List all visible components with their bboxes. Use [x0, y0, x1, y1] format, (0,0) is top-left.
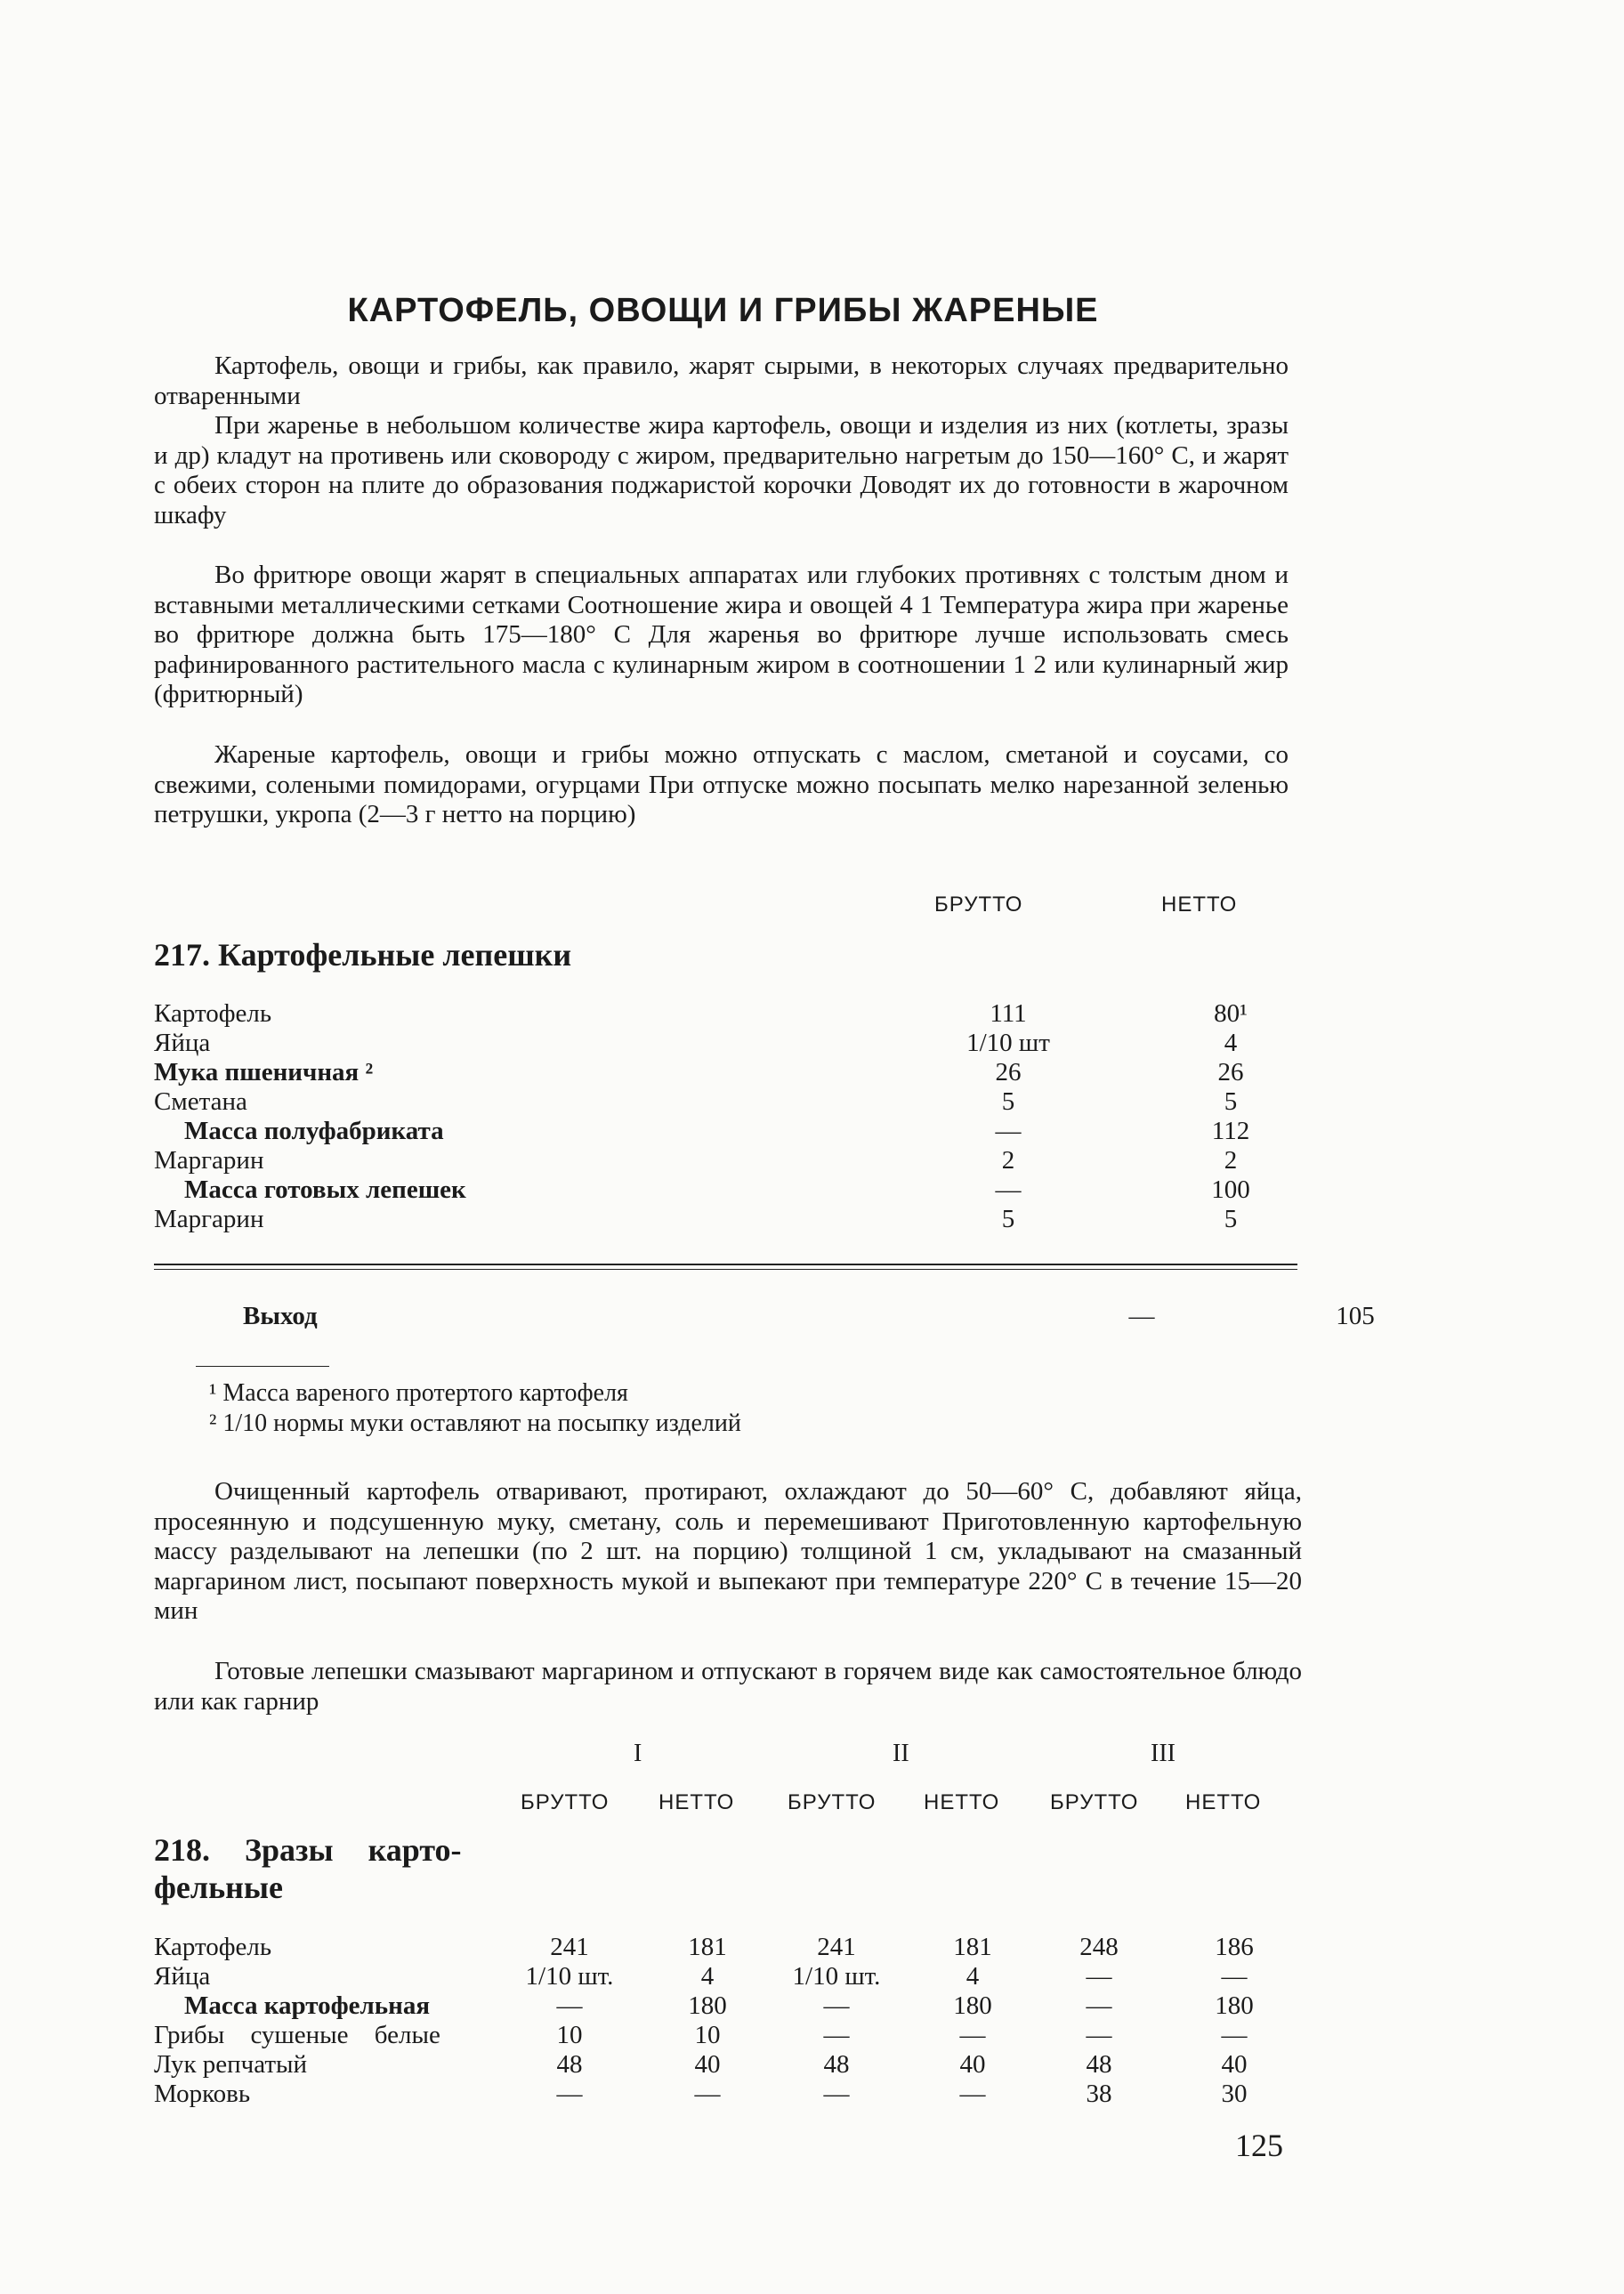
- value-brutto-3: —: [1086, 1962, 1112, 1991]
- brutto-value: —: [995, 1175, 1022, 1204]
- brutto-value: 2: [1001, 1146, 1015, 1175]
- brutto-value: 26: [995, 1058, 1022, 1086]
- value-brutto-1: 10: [556, 2021, 583, 2049]
- ingredient-name: Грибы сушеные белые: [154, 2021, 440, 2049]
- method-paragraph-1: Очищенный картофель отваривают, протирают, охлаждают до 50—60° С, добавляют яйца, просеянную и подсушенную муку, сметану, соль и перемешивают Приготовленную картофельную массу разделывают на лепешки (по 2 шт. на порцию) толщиной 1 см, укладывают на смазанный маргарином лист, посыпают поверхность мукой и выпекают при температуре 220° С в течение 15—20 мин: [154, 1477, 1302, 1625]
- ingredient-name: Масса полуфабриката: [184, 1117, 444, 1145]
- table-row: [154, 1058, 1302, 1087]
- brutto-value: —: [995, 1117, 1022, 1145]
- recipe-217-title: 217. Картофельные лепешки: [154, 937, 572, 973]
- table-row: [154, 1029, 1302, 1058]
- value-brutto-1: —: [556, 1991, 583, 2020]
- netto-value: 80¹: [1214, 999, 1248, 1028]
- value-netto-3: —: [1221, 1962, 1248, 1991]
- col-head-netto-2: НЕТТО: [924, 1790, 1000, 1814]
- value-netto-2: 40: [959, 2050, 986, 2079]
- table-row: [154, 2021, 1302, 2050]
- intro-paragraph-3: Во фритюре овощи жарят в специальных аппаратах или глубоких противнях с толстым дном и вставными металлическими сетками Соотношение жира и овощей 4 1 Температура жира при жаренье во фритюре должна быть 175—180° С Для жаренья во фритюре лучше использовать смесь рафинированного растительного масла с кулинарным жиром в соотношении 1 2 или кулинарный жир (фритюрный): [154, 561, 1289, 708]
- value-netto-3: 30: [1221, 2080, 1248, 2108]
- value-netto-2: 4: [966, 1962, 980, 1991]
- value-brutto-1: 1/10 шт.: [525, 1962, 614, 1991]
- value-brutto-2: 1/10 шт.: [792, 1962, 881, 1991]
- value-netto-1: 181: [688, 1933, 727, 1961]
- brutto-value: 5: [1001, 1087, 1015, 1116]
- value-brutto-2: 241: [817, 1933, 856, 1961]
- ingredient-name: Лук репчатый: [154, 2050, 308, 2079]
- value-brutto-3: 248: [1079, 1933, 1119, 1961]
- col-head-brutto: БРУТТО: [934, 893, 1023, 917]
- footnote-2: ² 1/10 нормы муки оставляют на посыпку изделий: [209, 1410, 741, 1437]
- col-head-netto: НЕТТО: [1161, 893, 1238, 917]
- value-brutto-2: —: [823, 2021, 850, 2049]
- brutto-value: 1/10 шт: [966, 1029, 1050, 1057]
- table-row: [154, 2050, 1302, 2080]
- method-paragraph-2: Готовые лепешки смазывают маргарином и отпускают в горячем виде как самостоятельное блюдо или как гарнир: [154, 1657, 1302, 1716]
- value-brutto-2: —: [823, 1991, 850, 2020]
- ingredient-name: Картофель: [154, 1933, 272, 1961]
- footnote-1: ¹ Масса вареного протертого картофеля: [209, 1379, 628, 1407]
- table-row: [154, 1175, 1302, 1205]
- col-head-brutto-3: БРУТТО: [1050, 1790, 1139, 1814]
- table-row: [154, 1933, 1302, 1962]
- value-brutto-2: 48: [823, 2050, 850, 2079]
- netto-value: 2: [1224, 1146, 1238, 1175]
- table-row: [154, 1205, 1302, 1234]
- ingredient-name: Масса картофельная: [184, 1991, 431, 2020]
- value-netto-2: —: [959, 2021, 986, 2049]
- table-divider-thin: [154, 1269, 1297, 1270]
- recipe-218-title-line-2: фельные: [154, 1870, 283, 1905]
- recipe-218-title: [154, 1831, 462, 1906]
- table-row: [154, 999, 1302, 1029]
- group-label-2: II: [893, 1740, 909, 1767]
- brutto-value: 111: [990, 999, 1027, 1028]
- value-netto-3: 40: [1221, 2050, 1248, 2079]
- value-netto-3: 180: [1215, 1991, 1254, 2020]
- value-netto-1: —: [694, 2080, 721, 2108]
- value-brutto-3: 48: [1086, 2050, 1112, 2079]
- page-number: 125: [1235, 2128, 1283, 2163]
- ingredient-name: Яйца: [154, 1962, 211, 1991]
- value-brutto-1: —: [556, 2080, 583, 2108]
- value-brutto-2: —: [823, 2080, 850, 2108]
- table-row: [154, 1117, 1302, 1146]
- yield-brutto: —: [1128, 1302, 1155, 1330]
- recipe-218-title-line-1: 218. Зразы карто-: [154, 1832, 462, 1868]
- col-head-brutto-2: БРУТТО: [788, 1790, 877, 1814]
- ingredient-name: Маргарин: [154, 1146, 264, 1175]
- value-netto-3: 186: [1215, 1933, 1254, 1961]
- table-row: [154, 1087, 1302, 1117]
- value-brutto-3: —: [1086, 2021, 1112, 2049]
- intro-paragraph-1: Картофель, овощи и грибы, как правило, жарят сырыми, в некоторых случаях предварительно отваренными: [154, 351, 1289, 410]
- table-divider: [154, 1264, 1297, 1265]
- footnote-rule: [196, 1366, 329, 1367]
- ingredient-name: Морковь: [154, 2080, 251, 2108]
- ingredient-name: Мука пшеничная ²: [154, 1058, 374, 1086]
- value-netto-3: —: [1221, 2021, 1248, 2049]
- value-brutto-3: 38: [1086, 2080, 1112, 2108]
- value-netto-2: —: [959, 2080, 986, 2108]
- ingredient-name: Яйца: [154, 1029, 211, 1057]
- table-row: [154, 1146, 1302, 1175]
- col-head-netto-3: НЕТТО: [1185, 1790, 1262, 1814]
- value-netto-2: 181: [953, 1933, 992, 1961]
- ingredient-name: Маргарин: [154, 1205, 264, 1233]
- ingredient-name: Картофель: [154, 999, 272, 1028]
- netto-value: 5: [1224, 1205, 1238, 1233]
- value-netto-1: 4: [700, 1962, 715, 1991]
- table-row: [154, 1962, 1302, 1991]
- group-label-1: I: [634, 1740, 642, 1767]
- ingredient-name: Сметана: [154, 1087, 247, 1116]
- netto-value: 4: [1224, 1029, 1238, 1057]
- value-brutto-1: 48: [556, 2050, 583, 2079]
- col-head-netto-1: НЕТТО: [658, 1790, 735, 1814]
- netto-value: 26: [1217, 1058, 1244, 1086]
- table-row: [154, 2080, 1302, 2109]
- col-head-brutto-1: БРУТТО: [521, 1790, 610, 1814]
- netto-value: 100: [1211, 1175, 1250, 1204]
- value-netto-1: 180: [688, 1991, 727, 2020]
- netto-value: 112: [1211, 1117, 1250, 1145]
- netto-value: 5: [1224, 1087, 1238, 1116]
- section-title: КАРТОФЕЛЬ, ОВОЩИ И ГРИБЫ ЖАРЕНЫЕ: [347, 292, 1099, 329]
- group-label-3: III: [1151, 1740, 1176, 1767]
- ingredient-name: Масса готовых лепешек: [184, 1175, 466, 1204]
- value-netto-1: 40: [694, 2050, 721, 2079]
- table-row: [154, 1991, 1302, 2021]
- value-brutto-3: —: [1086, 1991, 1112, 2020]
- brutto-value: 5: [1001, 1205, 1015, 1233]
- yield-row: [154, 1302, 1375, 1331]
- value-netto-2: 180: [953, 1991, 992, 2020]
- value-netto-1: 10: [694, 2021, 721, 2049]
- yield-label: Выход: [243, 1302, 318, 1330]
- intro-paragraph-2: При жаренье в небольшом количестве жира картофель, овощи и изделия из них (котлеты, зразы и др) кладут на противень или сковороду с жиром, предварительно нагретым до 150—160° С, и жарят с обеих сторон на плите до образования поджаристой корочки Доводят их до готовности в жарочном шкафу: [154, 411, 1289, 529]
- intro-paragraph-4: Жареные картофель, овощи и грибы можно отпускать с маслом, сметаной и соусами, со свежими, солеными помидорами, огурцами При отпуске можно посыпать мелко нарезанной зеленью петрушки, укропа (2—3 г нетто на порцию): [154, 740, 1289, 828]
- yield-netto: 105: [1336, 1302, 1375, 1330]
- value-brutto-1: 241: [550, 1933, 589, 1961]
